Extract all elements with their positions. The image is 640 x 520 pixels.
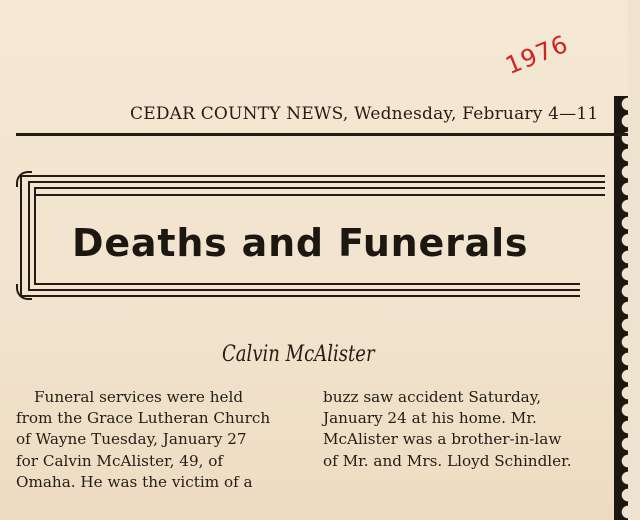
article-column-2 [323, 387, 605, 472]
article-line: of Mr. and Mrs. Lloyd Schindler. [323, 451, 572, 470]
article-line: January 24 at his home. Mr. [323, 409, 537, 428]
section-title: Deaths and Funerals [72, 221, 529, 265]
serrated-edge [614, 96, 628, 520]
article-line: from the Grace Lutheran Church [16, 409, 271, 428]
article-column-1 [16, 387, 318, 493]
handwritten-year: 1976 [501, 29, 573, 81]
article-line: Omaha. He was the victim of a [16, 472, 253, 491]
article-line: of Wayne Tuesday, January 27 [16, 430, 247, 449]
article-line: Funeral services were held [34, 388, 244, 406]
article-line: McAlister was a brother-in-law [323, 430, 562, 449]
article-line: for Calvin McAlister, 49, of [16, 451, 224, 470]
masthead: CEDAR COUNTY NEWS, Wednesday, February 4—11 [130, 104, 599, 124]
article-line: buzz saw accident Saturday, [323, 388, 542, 406]
masthead-rule [16, 133, 628, 136]
obituary-name-heading: Calvin McAlister [222, 342, 375, 367]
